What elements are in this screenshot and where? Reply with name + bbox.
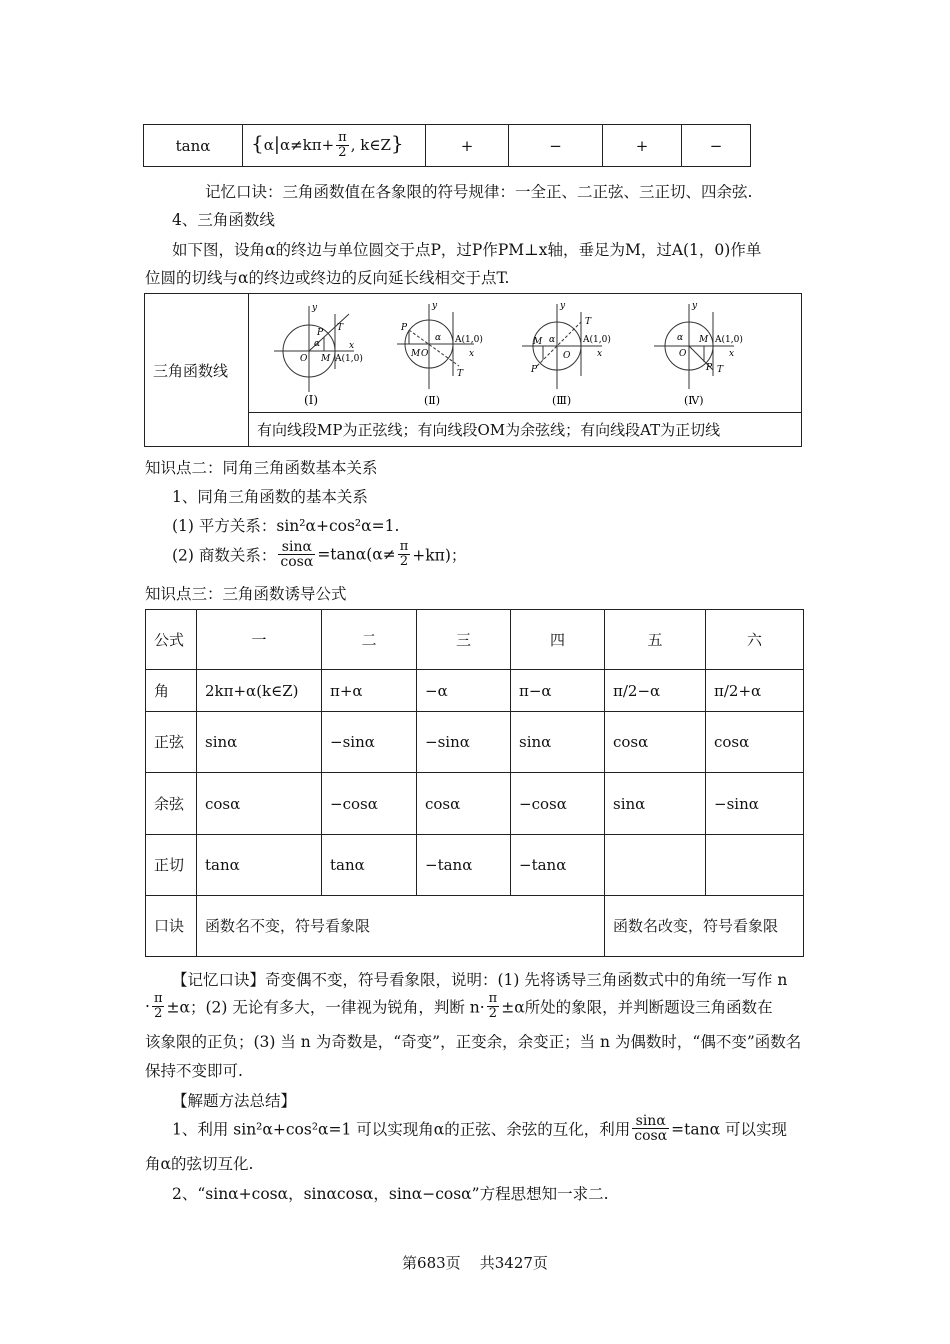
induction-col-6: 六 — [706, 610, 804, 670]
induction-sin-4: sinα — [511, 712, 605, 773]
induction-rule-label: 口诀 — [146, 895, 197, 956]
diagram-3-label-P: P — [531, 365, 538, 375]
induction-tan-2: tanα — [322, 834, 417, 895]
memo-line-2: · $\frac{\pi}{2}$ ±α；(2) 无论有多大，一律视为锐角，判断 n· $\frac{\pi}{2}$ ±α所处的象限，并判断题设三角函数在 — [145, 991, 773, 1021]
kp2-square: (1) 平方关系：sin²α+cos²α=1. — [172, 517, 400, 535]
induction-angle-1: 2kπ+α(k∈Z) — [197, 670, 322, 712]
page-footer: 第683页 共3427页 — [402, 1254, 548, 1272]
diagram-4-label-O: O — [679, 349, 687, 359]
memo-line-1: 【记忆口诀】奇变偶不变，符号看象限，说明：(1) 先将诱导三角函数式中的角统一写作 n — [172, 971, 788, 989]
diagram-3-label-y: y — [560, 301, 566, 311]
summary-2: 2、“sinα+cosα，sinαcosα，sinα−cosα”方程思想知一求二. — [172, 1185, 609, 1203]
diagram-1-label-x: x — [349, 341, 355, 351]
diagram-4-label-alpha: α — [677, 333, 684, 343]
diagram-3-label-O: O — [563, 351, 571, 361]
induction-cos-1: cosα — [197, 773, 322, 834]
diagram-1-label-O: O — [300, 354, 308, 364]
kp2-subtitle: 1、同角三角函数的基本关系 — [172, 488, 368, 506]
diagram-2-label-M: M — [411, 349, 421, 359]
induction-angle-6: π/2+α — [706, 670, 804, 712]
diagram-1-label-alpha: α — [314, 339, 321, 349]
induction-tan-label: 正切 — [146, 834, 197, 895]
induction-cos-4: −cosα — [511, 773, 605, 834]
diagram-2-label-A: A(1,0) — [455, 335, 483, 345]
induction-rule-right: 函数名改变，符号看象限 — [605, 895, 804, 956]
sign-q1: + — [426, 125, 509, 167]
summary-1: 1、利用 sin²α+cos²α=1 可以实现角α的正弦、余弦的互化，利用 $\frac{\sin\alpha}{\cos\alpha}$ =tanα 可以实现 — [172, 1113, 788, 1144]
diagram-4-label-M: M — [699, 335, 709, 345]
diagram-4-label-T: T — [717, 365, 724, 375]
induction-angle-label: 角 — [146, 670, 197, 712]
induction-tan-1: tanα — [197, 834, 322, 895]
induction-sin-label: 正弦 — [146, 712, 197, 773]
induction-cos-label: 余弦 — [146, 773, 197, 834]
diagram-4-label-x: x — [729, 349, 735, 359]
sign-table — [143, 124, 751, 167]
induction-angle-5: π/2−α — [605, 670, 706, 712]
trig-lines-note: 有向线段MP为正弦线；有向线段OM为余弦线；有向线段AT为正切线 — [249, 413, 802, 447]
induction-angle-4: π−α — [511, 670, 605, 712]
induction-sin-1: sinα — [197, 712, 322, 773]
kp2-quotient: (2) 商数关系： $\frac{\sin\alpha}{\cos\alpha}$ =tanα(α≠ $\frac{\pi}{2}$ +kπ)； — [172, 539, 467, 570]
induction-sin-5: cosα — [605, 712, 706, 773]
diagram-2-caption: (Ⅱ) — [424, 394, 441, 407]
sign-q3: + — [603, 125, 682, 167]
induction-head-label: 公式 — [146, 610, 197, 670]
induction-cos-5: sinα — [605, 773, 706, 834]
induction-cos-3: cosα — [417, 773, 511, 834]
induction-angle-3: −α — [417, 670, 511, 712]
section4-para1: 如下图，设角α的终边与单位圆交于点P，过P作PM⊥x轴，垂足为M，过A(1，0)作单 — [172, 241, 762, 259]
summary-title: 【解题方法总结】 — [172, 1092, 297, 1110]
diagram-2-label-y: y — [432, 301, 438, 311]
diagram-2-label-O: O — [421, 349, 429, 359]
diagram-3-label-alpha: α — [549, 335, 556, 345]
induction-col-5: 五 — [605, 610, 706, 670]
trig-lines-diagrams — [249, 294, 802, 413]
induction-sin-6: cosα — [706, 712, 804, 773]
induction-angle-2: π+α — [322, 670, 417, 712]
section4-title: 4、三角函数线 — [172, 211, 275, 229]
memo-line-4: 保持不变即可. — [145, 1062, 243, 1080]
summary-1-cont: 角α的弦切互化. — [145, 1155, 254, 1173]
diagram-1-caption: (Ⅰ) — [304, 393, 319, 407]
section4-para2: 位圆的切线与α的终边或终边的反向延长线相交于点T. — [145, 269, 510, 287]
diagram-3-label-T: T — [585, 317, 592, 327]
diagram-1-label-y: y — [312, 303, 318, 313]
diagram-3-label-x: x — [597, 349, 603, 359]
induction-sin-2: −sinα — [322, 712, 417, 773]
induction-tan-3: −tanα — [417, 834, 511, 895]
diagram-1 — [274, 303, 363, 407]
sign-domain: {α|α≠kπ+ $\frac{\pi}{2}$ , k∈Z} — [243, 125, 426, 167]
kp2-title: 知识点二：同角三角函数基本关系 — [145, 459, 378, 477]
induction-rule-left: 函数名不变，符号看象限 — [197, 895, 605, 956]
diagram-2-label-T: T — [457, 369, 464, 379]
induction-table — [145, 609, 804, 957]
diagram-1-label-M: M — [321, 354, 331, 364]
induction-tan-5 — [605, 834, 706, 895]
induction-tan-4: −tanα — [511, 834, 605, 895]
sign-q2: − — [509, 125, 603, 167]
induction-col-1: 一 — [197, 610, 322, 670]
diagram-3-label-A: A(1,0) — [583, 335, 611, 345]
induction-col-4: 四 — [511, 610, 605, 670]
unit-circle-diagrams — [249, 294, 801, 412]
diagram-4-caption: (Ⅳ) — [684, 394, 704, 407]
diagram-3-caption: (Ⅲ) — [552, 394, 572, 407]
diagram-4-label-y: y — [692, 301, 698, 311]
diagram-2-label-x: x — [469, 349, 475, 359]
diagram-1-label-T: T — [337, 323, 344, 333]
kp3-title: 知识点三：三角函数诱导公式 — [145, 585, 347, 603]
induction-cos-6: −sinα — [706, 773, 804, 834]
diagram-2-label-P: P — [401, 323, 408, 333]
diagram-1-label-P: P — [317, 328, 324, 338]
diagram-4-label-P: P — [706, 363, 713, 373]
memo-line-3: 该象限的正负；(3) 当 n 为奇数是，“奇变”，正变余，余变正；当 n 为偶数时，“偶不变”函数名 — [145, 1033, 802, 1051]
induction-sin-3: −sinα — [417, 712, 511, 773]
diagram-1-label-A: A(1,0) — [335, 354, 363, 364]
induction-col-2: 二 — [322, 610, 417, 670]
induction-cos-2: −cosα — [322, 773, 417, 834]
diagram-4 — [654, 301, 743, 407]
diagram-3-label-M: M — [533, 337, 543, 347]
sign-q4: − — [682, 125, 751, 167]
diagram-4-label-A: A(1,0) — [715, 335, 743, 345]
trig-lines-label: 三角函数线 — [145, 294, 249, 447]
sign-func: tanα — [144, 125, 243, 167]
trig-lines-table — [144, 293, 802, 447]
diagram-2-label-alpha: α — [435, 333, 442, 343]
induction-tan-6 — [706, 834, 804, 895]
induction-col-3: 三 — [417, 610, 511, 670]
diagram-2 — [397, 301, 483, 407]
mnemonic-signs: 记忆口诀：三角函数值在各象限的符号规律：一全正、二正弦、三正切、四余弦. — [205, 183, 753, 201]
diagram-3 — [522, 301, 611, 407]
